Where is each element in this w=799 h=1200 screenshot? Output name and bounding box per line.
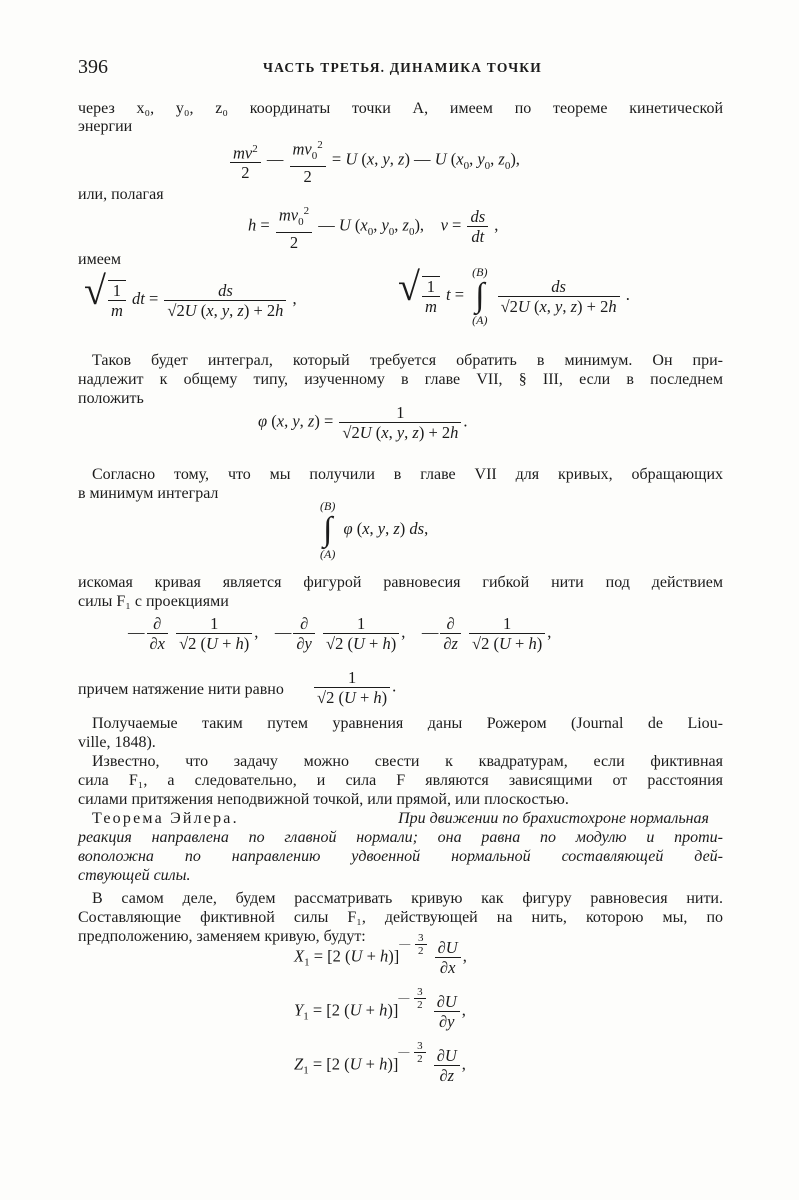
paragraph-line: энергии (78, 118, 133, 135)
equation-force-projections: — $\frac{\partial}{\partial x}$ $\frac{1}{√2 (U + h)}$ , — $\frac{\partial}{\partial y}$ $\frac{1}{√2 (U + h)}$ , — $\frac{\partial}{\partial z}$ $\frac{1}{√2 (U + h)}$ , (128, 614, 552, 653)
page-number: 396 (78, 56, 108, 78)
equation-t-integral: √ $\frac{1}{m}$ t = (B) ∫ (A) $\frac{ds}{√2U (x, y, z) + 2h}$ . (398, 263, 630, 327)
paragraph-line: имеем (78, 251, 122, 268)
equation-y1: $Y_1 = [2$ (U + h)]$^{— \frac{3}{2}}$ $\frac{\partial U}{\partial y}$ , (294, 985, 466, 1031)
equation-x1: $X_1 = [2$ (U + h)]$^{— \frac{3}{2}}$ $\frac{\partial U}{\partial x}$ , (294, 931, 467, 977)
paragraph-line: предположению, заменяем кривую, будут: (78, 928, 366, 945)
paragraph-line: или, полагая (78, 186, 164, 203)
running-title: ЧАСТЬ ТРЕТЬЯ. ДИНАМИКА ТОЧКИ (263, 60, 542, 75)
paragraph-line: в минимум интеграл (78, 485, 219, 502)
theorem-text: При движении по брахистохроне нормальная (398, 810, 709, 827)
paragraph-line: силы F₁ с проекциями (78, 593, 229, 610)
paragraph-line: Известно, что задачу можно свести к квадратурам, если фиктивная (92, 753, 723, 770)
paragraph-line: искомая кривая является фигурой равновесия гибкой нити под действием (78, 574, 723, 591)
paragraph-line: Согласно тому, что мы получили в главе VII для кривых, обращающих (92, 466, 723, 483)
equation-kinetic-energy: $\frac{mv^2}{2}$ — $\frac{mv_0^2}{2}$ = U (x, y, z) — U ($x_0$, $y_0$, $z_0$), (228, 136, 520, 186)
theorem-name: Теорема Эйлера. (92, 810, 239, 827)
equation-tension: $\frac{1}{√2 (U + h)}$ . (312, 668, 396, 707)
paragraph-line: через x₀, y₀, z₀ координаты точки A, имеем по теореме кинетической (78, 100, 723, 117)
paragraph-line: Составляющие фиктивной силы F₁, действующей на нить, которою мы, по (78, 909, 723, 926)
running-header (78, 56, 723, 80)
paragraph-line: силами притяжения неподвижной точкой, или прямой, или плоскостью. (78, 791, 569, 808)
book-page (78, 0, 723, 1200)
paragraph-line: положить (78, 390, 144, 407)
paragraph-line: надлежит к общему типу, изученному в главе VII, § III, если в последнем (78, 371, 723, 388)
equation-minimum-integral: (B) ∫ (A) φ (x, y, z) ds, (320, 499, 429, 561)
paragraph-line: Получаемые таким путем уравнения даны Рожером (Journal de Liou- (92, 715, 723, 732)
paragraph-line: Таков будет интеграл, который требуется обратить в минимум. Он при- (92, 352, 723, 369)
theorem-line (78, 809, 709, 828)
paragraph-line: сила F₁, а следовательно, и сила F являются зависящими от расстояния (78, 772, 723, 789)
theorem-text: реакция направлена по главной нормали; она равна по модулю и проти- (78, 829, 723, 846)
paragraph-line: причем натяжение нити равно (78, 681, 284, 698)
paragraph-line: ville, 1848). (78, 734, 156, 751)
paragraph-line: В самом деле, будем рассматривать кривую как фигуру равновесия нити. (92, 890, 723, 907)
equation-h-definition: h = $\frac{mv_0^2}{2}$ — U ($x_0$, $y_0$, $z_0$), v = $\frac{ds}{dt}$ , (248, 202, 498, 252)
equation-z1: $Z_1 = [2$ (U + h)]$^{— \frac{3}{2}}$ $\frac{\partial U}{\partial z}$ , (294, 1039, 466, 1085)
theorem-text: ствующей силы. (78, 867, 191, 884)
equation-phi: φ (x, y, z) = $\frac{1}{√2U (x, y, z) + 2h}$ . (258, 403, 468, 442)
theorem-text: воположна по направлению удвоенной нормальной составляющей дей- (78, 848, 723, 865)
equation-dt: √ $\frac{1}{m}$ dt = $\frac{ds}{√2U (x, y, z) + 2h}$ , (84, 267, 297, 320)
